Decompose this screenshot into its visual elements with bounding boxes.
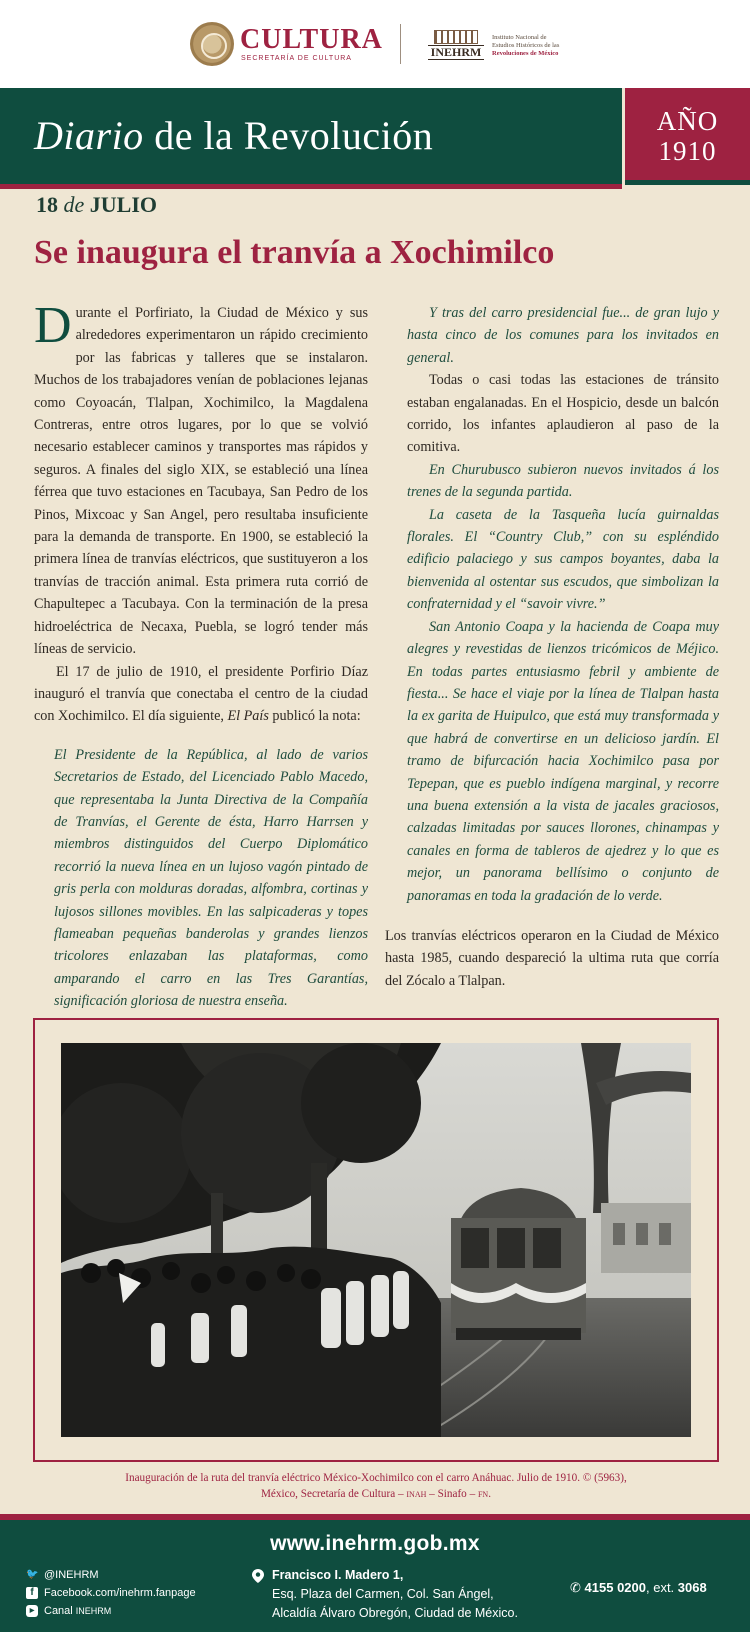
quoted-paragraph: En Churubusco subieron nuevos invitados á los trenes de la segunda partida. [407, 461, 719, 501]
caption-line: Inauguración de la ruta del tranvía eléctrico México-Xochimilco con el carro Anáhuac. Julio de 1910. © (5963), [125, 1472, 627, 1484]
quoted-paragraph: Y tras del carro presidencial fue... de gran lujo y hasta cinco de los comunes para los invitados en general. [407, 305, 719, 366]
youtube-prefix: Canal [44, 1605, 76, 1617]
mexico-seal-icon [190, 22, 234, 66]
facebook-url: Facebook.com/inehrm.fanpage [44, 1587, 196, 1599]
caption-text: México, Secretaría de Cultura – [260, 1488, 407, 1500]
inehrm-logo [428, 30, 484, 60]
article-column-right [385, 302, 719, 992]
facebook-icon: f [26, 1587, 38, 1599]
inehrm-name-line: Revoluciones de México [492, 50, 559, 57]
caption-text: . [488, 1488, 491, 1500]
article-headline: Se inaugura el tranvía a Xochimilco [34, 234, 555, 271]
paragraph-text: El 17 de julio de 1910, el presidente Porfirio Díaz inauguró el tranvía que conectaba el centro de la ciudad con Xochimilco. El día siguiente, [34, 663, 368, 725]
twitter-link[interactable] [26, 1566, 196, 1584]
historical-photo [61, 1043, 691, 1437]
article-date [36, 192, 157, 218]
tram-inauguration-photo [61, 1043, 691, 1437]
phone-number: 4155 0200 [584, 1580, 646, 1595]
address-line: Esq. Plaza del Carmen, Col. San Ángel, [272, 1587, 494, 1601]
address-street: Francisco I. Madero 1, [272, 1568, 404, 1582]
phone-contact[interactable] [570, 1580, 707, 1596]
year-box [625, 88, 750, 180]
facebook-link[interactable] [26, 1584, 196, 1602]
caption-inah: inah [406, 1488, 427, 1500]
header-band [0, 88, 622, 184]
cultura-logo-subtitle: SECRETARÍA DE CULTURA [241, 55, 352, 62]
quoted-paragraph: La caseta de la Tasqueña lucía guirnaldas florales. El “Country Club,” con su espléndido edificio palaciego y sus campos boyantes, daba la bienvenida al ostentar sus escudos, que simbolizan la confraternidad y el “savoir vivre.” [407, 506, 719, 613]
paragraph-text: publicó la nota: [268, 708, 361, 725]
year-value: 1910 [658, 136, 717, 166]
address-block [252, 1566, 518, 1623]
logo-bar [0, 0, 750, 88]
address-line: Alcaldía Álvaro Obregón, Ciudad de México. [272, 1606, 518, 1620]
publication-title-italic: Diario [34, 113, 144, 158]
date-month: JULIO [89, 192, 158, 217]
building-icon [434, 30, 478, 44]
paragraph-text: urante el Porfiriato, la Ciudad de México y sus alrededores experimentaron un rápido crecimiento por las fabricas y talleres que se instalaron. Muchos de los trabajadores venían de poblaciones lejanas como Coyoacán, Tlalpan, Xochimilco, la Magdalena Contreras, entre otros lugares, por lo que se volvió necesario establecer caminos y transportes mas rápidos y seguros. A finales del siglo XIX, se estableció una línea férrea que tuvo estaciones en Tacubaya, San Pedro de los Pinos, Mixcoac y San Angel, pero resultaba insuficiente para la demanda de transporte. En 1900, se estableció la primera línea de tranvías eléctricos, que sustituyeron a los tranvías de tracción animal. Esta primera ruta corrió de Chapultepec a Tacubaya. Con la terminación de la presa hidroeléctrica de Necaxa, Puebla, se logró tender más líneas de servicio. [34, 305, 368, 658]
publication-title-rest: de la Revolución [143, 113, 434, 158]
caption-fn: fn [477, 1488, 489, 1500]
closing-paragraph: Los tranvías eléctricos operaron en la Ciudad de México hasta 1985, cuando despareció la ultima ruta que corría del Zócalo a Tlalpan. [385, 927, 719, 989]
date-de: de [63, 192, 85, 217]
footer [0, 1514, 750, 1632]
article-paragraph: Todas o casi todas las estaciones de tránsito estaban engalanadas. En el Hospicio, desde un balcón corrido, los infantes aplaudieron al paso de la comitiva. [407, 372, 719, 456]
twitter-icon: 🐦 [26, 1569, 39, 1580]
phone-icon: ✆ [570, 1580, 581, 1595]
cultura-logo-title: CULTURA [240, 24, 383, 55]
youtube-link[interactable] [26, 1602, 196, 1620]
inehrm-full-name [492, 34, 632, 58]
youtube-icon: ▶ [26, 1605, 38, 1617]
photo-caption [60, 1470, 692, 1502]
logo-divider [400, 24, 401, 64]
website-link[interactable]: www.inehrm.gob.mx [270, 1532, 480, 1555]
newspaper-name: El País [227, 708, 269, 725]
drop-cap: D [34, 297, 72, 354]
phone-ext: 3068 [677, 1580, 707, 1595]
article-paragraph [34, 661, 368, 728]
article-column-left [34, 297, 368, 1013]
youtube-channel: INEHRM [75, 1606, 112, 1616]
quoted-paragraph: San Antonio Coapa y la hacienda de Coapa muy alegres y revestidas de lienzos tricómicos de Méjico. En todas partes entusiasmo febril y ambiente de fiesta... Se hace el viaje por la línea de Tlalpan hasta la ex garita de Huipulco, que está muy transformada y que habrá de convertirse en un delicioso jardín. El tramo de bifurcación hacia Xochimilco pasa por Tepepan, que es pueblo indígena marginal, y recorre una buena extensión a la vista de jacales graciosos, calzadas limitadas por sauces llorones, chinampas y canales en forma de tableros de ajedrez y lo que es mejor, un panorama bellísimo o conjunto de panoramas en toda la gradación de lo verde. [407, 618, 719, 904]
inehrm-name-line: Estudios Históricos de las [492, 42, 560, 49]
inehrm-name-line: Instituto Nacional de [492, 34, 547, 41]
date-day: 18 [36, 192, 58, 217]
caption-text: – Sinafo – [426, 1488, 478, 1500]
social-links [26, 1566, 196, 1620]
year-label: AÑO [656, 106, 719, 136]
quoted-paragraph: El Presidente de la República, al lado de varios Secretarios de Estado, del Licenciado Pablo Macedo, que representaba la Junta Directiva de la Compañía de Tranvías, el Gerente de ésta, Harro Harrsen y miembros distinguidos del Cuerpo Diplomático recorrió la nueva línea en un lujoso vagón pintado de gris perla con molduras doradas, alfombra, cortinas y lujosos sillones movibles. En las salpicaderas y topes flameaban pequeñas banderolas y grandes lienzos tricolores enlazaban las plataformas, como amparando el carro en las Tres Garantías, significación gloriosa de nuestra enseña. [54, 746, 368, 1010]
phone-ext-label: , ext. [645, 1580, 678, 1595]
twitter-handle: @INEHRM [44, 1569, 99, 1581]
location-pin-icon [252, 1569, 264, 1583]
caption-line [60, 1486, 692, 1502]
photo-frame [33, 1018, 719, 1462]
publication-title [34, 112, 433, 159]
article-paragraph [34, 297, 368, 661]
inehrm-logo-word: INEHRM [428, 45, 484, 60]
